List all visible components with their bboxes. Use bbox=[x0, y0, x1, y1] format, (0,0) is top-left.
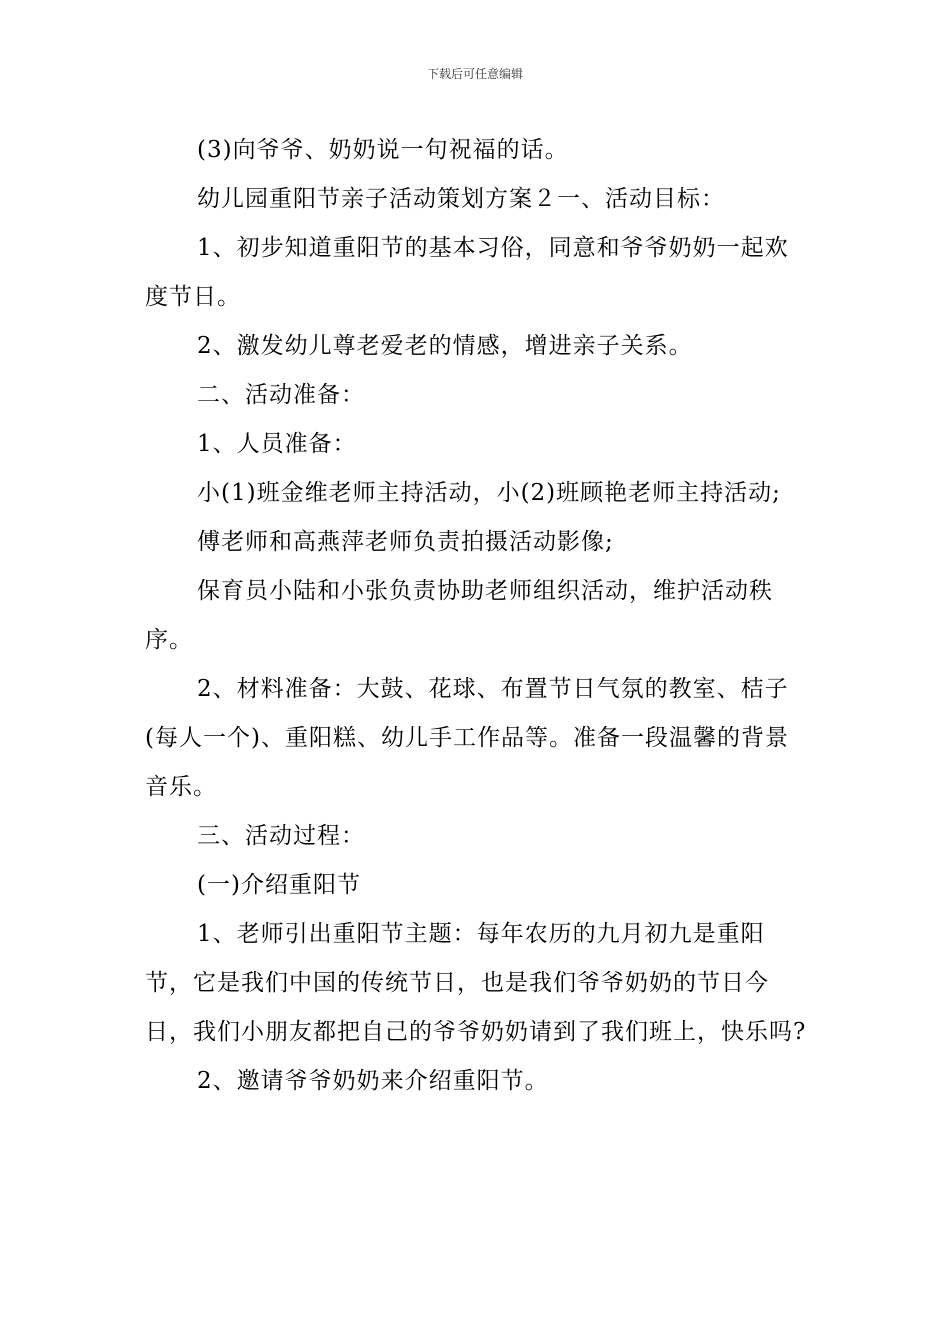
paragraph: (3)向爷爷、奶奶说一句祝福的话。 bbox=[197, 137, 569, 163]
paragraph: 二、活动准备： bbox=[197, 382, 365, 408]
paragraph: 1、老师引出重阳节主题：每年农历的九月初九是重阳节，它是我们中国的传统节日，也是我们爷爷奶奶的节日今日，我们小朋友都把自己的爷爷奶奶请到了我们班上，快乐吗? bbox=[145, 921, 807, 1045]
paragraph: 保育员小陆和小张负责协助老师组织活动，维护活动秩序。 bbox=[145, 578, 773, 653]
paragraph: 三、活动过程： bbox=[197, 823, 365, 849]
paragraph: 2、邀请爷爷奶奶来介绍重阳节。 bbox=[197, 1068, 549, 1094]
paragraph: (一)介绍重阳节 bbox=[197, 872, 361, 898]
paragraph: 傅老师和高燕萍老师负责拍摄活动影像; bbox=[197, 529, 614, 555]
paragraph: 2、激发幼儿尊老爱老的情感，增进亲子关系。 bbox=[197, 333, 693, 359]
document-body bbox=[145, 126, 807, 1106]
paragraph: 幼儿园重阳节亲子活动策划方案２一、活动目标： bbox=[197, 186, 725, 212]
page-header: 下载后可任意编辑 bbox=[426, 67, 523, 81]
paragraph: 2、材料准备：大鼓、花球、布置节日气氛的教室、桔子(每人一个)、重阳糕、幼儿手工作品等。准备一段温馨的背景音乐。 bbox=[145, 676, 789, 800]
paragraph: 小(1)班金维老师主持活动，小(2)班顾艳老师主持活动; bbox=[197, 480, 781, 506]
paragraph: 1、初步知道重阳节的基本习俗，同意和爷爷奶奶一起欢度节日。 bbox=[145, 235, 789, 310]
paragraph: 1、人员准备： bbox=[197, 431, 357, 457]
